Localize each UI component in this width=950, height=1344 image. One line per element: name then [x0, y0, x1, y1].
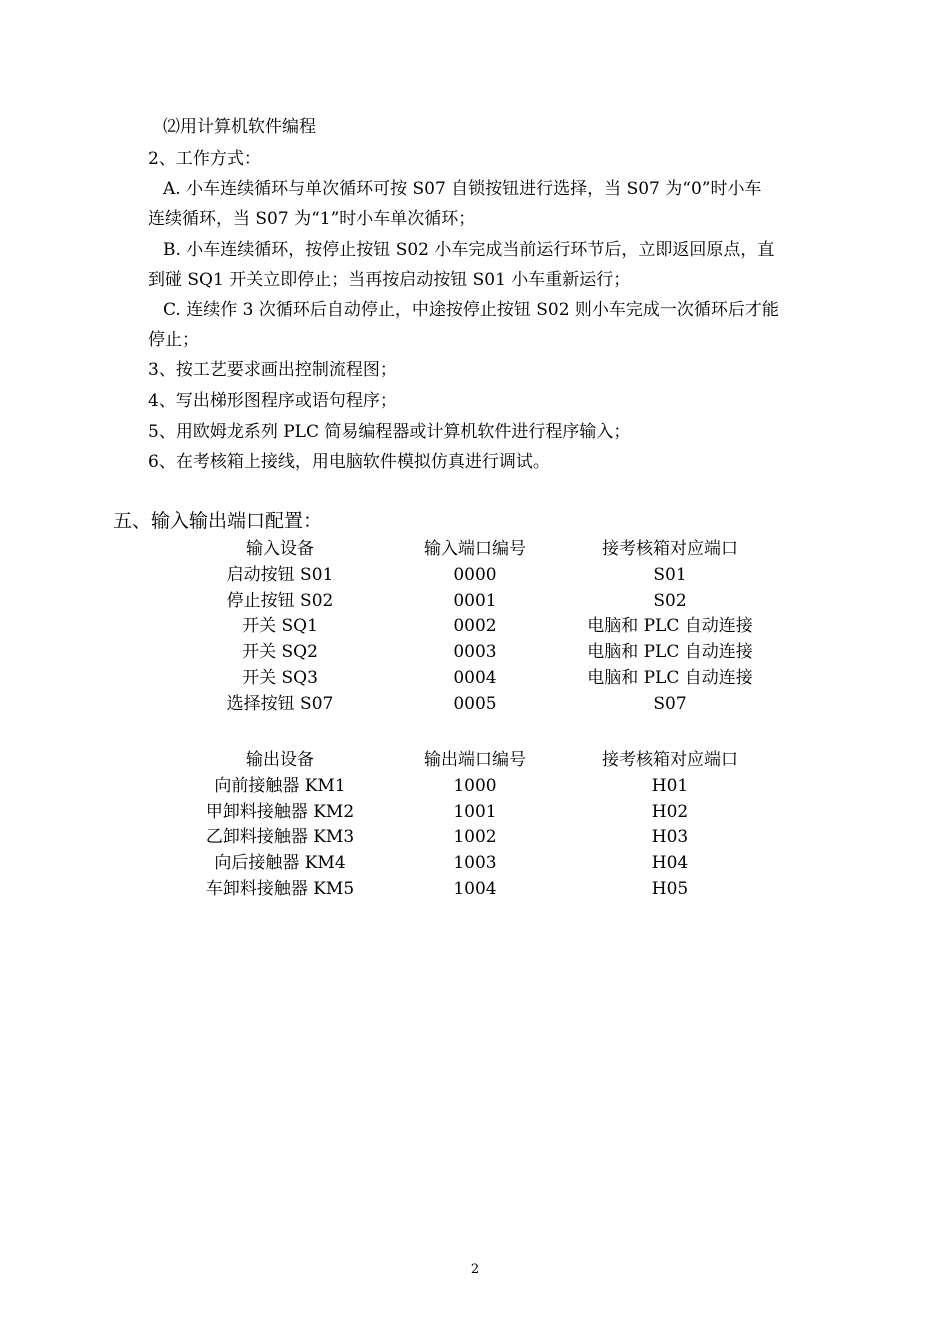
text-line-step-4: 4、写出梯形图程序或语句程序； [148, 391, 397, 411]
page-number: 2 [470, 1262, 480, 1277]
text-line-item-a: A. 小车连续循环与单次循环可按 S07 自锁按钮进行选择，当 S07 为“0”时小车 [163, 179, 762, 199]
cell-device: 开关 SQ3 [242, 667, 318, 688]
cell-port-number: 0004 [453, 667, 497, 688]
cell-box-port: H04 [651, 853, 689, 874]
cell-box-port: H03 [651, 827, 689, 848]
header-port-number: 输出端口编号 [424, 750, 526, 770]
cell-port-number: 0002 [453, 616, 497, 637]
cell-device: 开关 SQ1 [242, 616, 318, 637]
header-device: 输出设备 [246, 750, 314, 770]
cell-device: 启动按钮 S01 [226, 564, 334, 585]
cell-port-number: 1000 [453, 775, 497, 796]
table-header-row [0, 748, 950, 774]
cell-device: 选择按钮 S07 [226, 693, 334, 714]
cell-device: 甲卸料接触器 KM2 [205, 801, 355, 822]
cell-box-port: S02 [653, 590, 687, 611]
text-line-item-b-cont: 到碰 SQ1 开关立即停止；当再按启动按钮 S01 小车重新运行； [148, 270, 631, 290]
cell-device: 乙卸料接触器 KM3 [205, 827, 355, 848]
header-device: 输入设备 [246, 539, 314, 559]
table-row [0, 800, 950, 826]
text-line-item-c: C. 连续作 3 次循环后自动停止，中途按停止按钮 S02 则小车完成一次循环后才能 [163, 300, 779, 320]
output-port-table [0, 748, 950, 903]
cell-box-port: H02 [651, 801, 689, 822]
text-line-step-3: 3、按工艺要求画出控制流程图； [148, 360, 397, 380]
cell-box-port: S07 [653, 693, 687, 714]
cell-port-number: 1001 [453, 801, 497, 822]
cell-device: 开关 SQ2 [242, 642, 318, 663]
cell-device: 向后接触器 KM4 [214, 853, 346, 874]
table-row [0, 877, 950, 903]
cell-box-port: S01 [653, 564, 687, 585]
input-port-table [0, 537, 950, 718]
text-line-step-6: 6、在考核箱上接线，用电脑软件模拟仿真进行调试。 [148, 452, 550, 472]
cell-port-number: 0005 [453, 693, 497, 714]
cell-port-number: 0003 [453, 642, 497, 663]
text-line-item-a-cont: 连续循环，当 S07 为“1”时小车单次循环； [148, 209, 476, 229]
cell-box-port: 电脑和 PLC 自动连接 [587, 616, 753, 637]
table-row [0, 666, 950, 692]
cell-box-port: H01 [651, 775, 689, 796]
cell-port-number: 1002 [453, 827, 497, 848]
cell-device: 停止按钮 S02 [226, 590, 334, 611]
section-title: 五、输入输出端口配置： [113, 510, 323, 532]
text-line-step-5: 5、用欧姆龙系列 PLC 简易编程器或计算机软件进行程序输入； [148, 422, 631, 442]
header-box-port: 接考核箱对应端口 [602, 539, 738, 559]
cell-box-port: H05 [651, 878, 689, 899]
cell-device: 向前接触器 KM1 [214, 775, 346, 796]
text-line-item-c-cont: 停止； [148, 330, 199, 350]
table-header-row [0, 537, 950, 563]
text-line-work-mode-heading: 2、工作方式： [148, 149, 261, 169]
table-row [0, 640, 950, 666]
header-box-port: 接考核箱对应端口 [602, 750, 738, 770]
cell-port-number: 0000 [453, 564, 497, 585]
text-line-programming-method: ⑵用计算机软件编程 [163, 117, 316, 137]
table-row [0, 589, 950, 615]
cell-box-port: 电脑和 PLC 自动连接 [587, 642, 753, 663]
table-row [0, 851, 950, 877]
text-line-item-b: B. 小车连续循环，按停止按钮 S02 小车完成当前运行环节后，立即返回原点，直 [163, 240, 775, 260]
table-row [0, 614, 950, 640]
table-row [0, 825, 950, 851]
cell-port-number: 1003 [453, 853, 497, 874]
table-row [0, 692, 950, 718]
cell-port-number: 1004 [453, 878, 497, 899]
cell-box-port: 电脑和 PLC 自动连接 [587, 667, 753, 688]
cell-port-number: 0001 [453, 590, 497, 611]
header-port-number: 输入端口编号 [424, 539, 526, 559]
table-row [0, 774, 950, 800]
cell-device: 车卸料接触器 KM5 [205, 878, 355, 899]
table-row [0, 563, 950, 589]
